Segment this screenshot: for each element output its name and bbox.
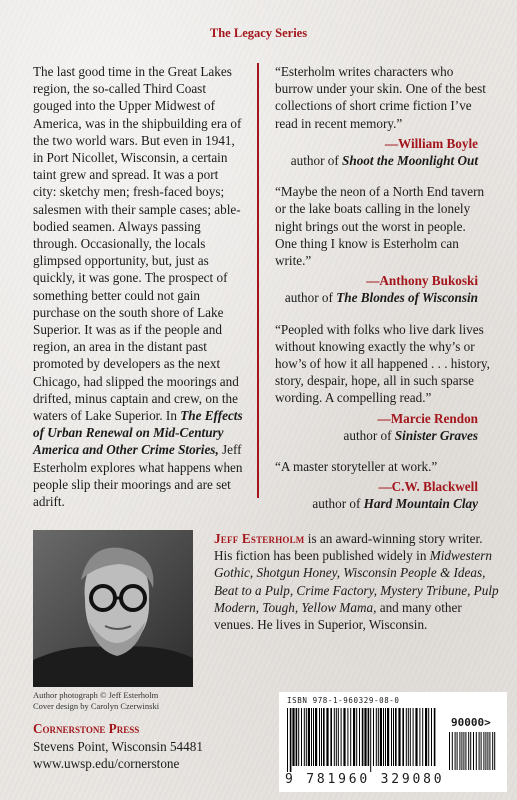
barcode-bar: [347, 708, 348, 766]
blurb-affiliation: [275, 495, 490, 512]
aff-prefix: author of: [312, 496, 361, 512]
barcode-bar: [341, 708, 342, 766]
barcode-bar: [457, 732, 458, 770]
barcode-bar: [296, 708, 298, 766]
barcode-bar: [428, 708, 429, 766]
aff-title: Hard Mountain Clay: [363, 496, 478, 512]
barcode-bar: [470, 732, 471, 770]
blurb: [275, 63, 490, 169]
barcode-bar: [334, 708, 335, 766]
barcode-bar: [326, 708, 328, 766]
barcode-bar: [373, 708, 374, 766]
barcode-bar: [452, 732, 453, 770]
description-text: The last good time in the Great Lakes region, the so-called Third Coast gouged into the Upper Midwest of America, was in the shipbuilding era of the two world wars. But even in 1941, in Port Nicollet, Wisconsin, a certain taint grew and spread. It was a port city: sketchy men; fresh-faced boys; salesmen with their sample cases; able-bodied seamen. Always passing through. Occasionally, the locals glimpsed opportunity, but, just as quickly, it was gone. The prospect of something better could not gain purchase on the south shore of Lake Superior. It was as if the people and region, an area in the distant past promoted by developers as the next Chicago, had slipped the moorings and drifted, minus captain and crew, on the waters of Lake Superior. In: [33, 64, 242, 424]
blurb-author: —C.W. Blackwell: [378, 479, 478, 495]
blurb-affiliation: [275, 427, 490, 444]
aff-title: Sinister Graves: [394, 427, 478, 443]
barcode-bar: [376, 708, 377, 766]
photo-credit: Author photograph © Jeff Esterholm: [33, 690, 159, 700]
author-bio: [214, 530, 504, 633]
barcode-bar: [298, 708, 299, 766]
barcode-bar: [485, 732, 486, 770]
cover-credits: [33, 690, 233, 712]
barcode-bar: [368, 708, 370, 766]
price-code: 90000>: [451, 716, 491, 729]
description-text-end: Jeff Esterholm explores what happens when people slip their moorings and are set adrift.: [33, 442, 243, 510]
isbn-barcode: [279, 692, 507, 792]
barcode-bar: [468, 732, 469, 770]
barcode-bar: [336, 708, 337, 766]
publisher-address: Stevens Point, Wisconsin 54481: [33, 738, 203, 754]
barcode-bar: [408, 708, 409, 766]
barcode-bar: [479, 732, 480, 770]
barcode-bar: [387, 708, 389, 766]
barcode-bar: [431, 708, 432, 766]
bio-venues: Midwestern Gothic, Shotgun Honey, Wisconsin People & Ideas, Beat to a Pulp, Crime Factory, Mystery Tribune, Pulp Modern, Tough, Yellow Mama,: [214, 548, 499, 615]
barcode-bar: [406, 708, 407, 766]
barcode-bar: [311, 708, 312, 766]
barcode-bar: [301, 708, 302, 766]
barcode-bar: [415, 708, 417, 766]
column-divider: [257, 63, 259, 498]
barcode-bar: [461, 732, 462, 770]
barcode-bar: [308, 708, 310, 766]
publisher-url: www.uwsp.edu/cornerstone: [33, 756, 180, 771]
blurb-author: —Anthony Bukoski: [366, 273, 478, 289]
barcode-bar: [434, 708, 436, 766]
ean-barcode-bars: [287, 708, 437, 772]
blurb-quote: “A master storyteller at work.”: [275, 459, 438, 475]
barcode-bar: [481, 732, 482, 770]
isbn-label: ISBN 978-1-960329-08-0: [287, 696, 400, 705]
blurb: [275, 321, 490, 444]
bio-text: is an award-winning story writer. His fiction has been published widely in: [214, 531, 483, 564]
barcode-bar: [385, 708, 386, 766]
blurb-author: —William Boyle: [384, 135, 478, 151]
aff-title: Shoot the Moonlight Out: [342, 153, 478, 169]
bio-text-end: and many other venues. He lives in Superior, Wisconsin.: [214, 599, 462, 633]
barcode-bar: [353, 708, 355, 766]
description-paragraph: [33, 63, 245, 510]
barcode-bar: [370, 708, 371, 772]
barcode-bar: [356, 708, 357, 766]
author-name: Jeff Esterholm: [214, 531, 305, 546]
barcode-bar: [473, 732, 474, 770]
barcode-bar: [323, 708, 325, 766]
design-credit: Cover design by Carolyn Czerwinski: [33, 701, 160, 711]
barcode-bar: [419, 708, 420, 766]
book-title: The Effects of Urban Renewal on Mid-Century America and Other Crime Stories,: [33, 408, 243, 458]
barcode-bar: [463, 732, 464, 770]
barcode-bar: [465, 732, 466, 770]
barcode-bar: [383, 708, 384, 766]
barcode-bar: [413, 708, 414, 766]
barcode-bar: [391, 708, 392, 766]
publisher-name: Cornerstone Press: [33, 721, 140, 736]
barcode-bar: [380, 708, 382, 766]
blurbs: [275, 63, 490, 527]
barcode-bar: [304, 708, 305, 766]
barcode-bar: [343, 708, 345, 766]
barcode-bar: [364, 708, 366, 766]
barcode-bar: [287, 708, 288, 772]
barcode-bar: [449, 732, 450, 770]
barcode-bar: [487, 732, 488, 770]
blurb-affiliation: [275, 152, 490, 169]
aff-prefix: author of: [284, 290, 333, 306]
barcode-bar: [425, 708, 427, 766]
barcode-bar: [321, 708, 322, 766]
barcode-bar: [483, 732, 484, 770]
blurb-author: —Marcie Rendon: [377, 410, 478, 426]
barcode-bar: [459, 732, 460, 770]
barcode-bar: [319, 708, 320, 766]
author-photo: [33, 530, 193, 687]
blurb: [275, 458, 490, 513]
book-description: [33, 63, 245, 510]
barcode-bar: [494, 732, 495, 770]
barcode-bar: [290, 708, 292, 772]
aff-title: The Blondes of Wisconsin: [336, 290, 478, 306]
barcode-bar: [350, 708, 351, 766]
ean-number: 9 781960 329080: [285, 772, 445, 787]
blurb-quote: “Peopled with folks who live dark lives without knowing exactly the why’s or how’s of how it all happened . . . history, story, despair, hope, all in such sparse wording. A compelling read.”: [275, 321, 490, 406]
barcode-bar: [398, 708, 400, 766]
barcode-bar: [410, 708, 411, 766]
blurb: [275, 183, 490, 306]
barcode-bar: [315, 708, 317, 766]
aff-prefix: author of: [290, 153, 339, 169]
barcode-bar: [395, 708, 397, 766]
blurb-quote: “Esterholm writes characters who burrow under your skin. One of the best collections of short crime fiction I’ve read in recent memory.”: [275, 64, 486, 131]
barcode-bar: [402, 708, 404, 766]
barcode-bar: [492, 732, 493, 770]
publisher-info: [33, 720, 243, 773]
barcode-bar: [306, 708, 307, 766]
barcode-bar: [489, 732, 490, 770]
blurb-affiliation: [275, 289, 490, 306]
price-barcode-bars: [449, 732, 499, 772]
barcode-bar: [338, 708, 339, 766]
barcode-bar: [455, 732, 456, 770]
blurb-quote: “Maybe the neon of a North End tavern or the lake boats calling in the lonely night brings out the worst in people. One thing I know is Esterholm can write.”: [275, 184, 485, 269]
barcode-bar: [313, 708, 314, 766]
barcode-bar: [359, 708, 360, 766]
barcode-bar: [378, 708, 379, 766]
barcode-bar: [362, 708, 364, 766]
series-title: The Legacy Series: [209, 26, 308, 40]
barcode-bar: [292, 708, 294, 766]
barcode-bar: [476, 732, 477, 770]
aff-prefix: author of: [343, 427, 392, 443]
barcode-bar: [330, 708, 332, 766]
barcode-bar: [393, 708, 394, 766]
barcode-bar: [422, 708, 423, 766]
